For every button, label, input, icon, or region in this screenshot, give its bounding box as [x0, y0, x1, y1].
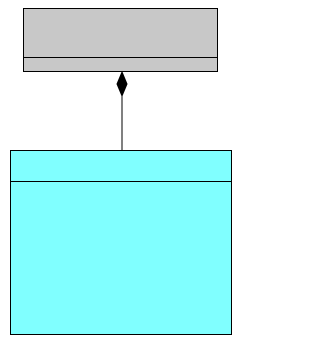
child-class-attributes [11, 182, 231, 183]
child-class-header [11, 151, 231, 182]
child-class-box[interactable] [10, 150, 232, 335]
composition-diamond-icon [117, 72, 127, 96]
